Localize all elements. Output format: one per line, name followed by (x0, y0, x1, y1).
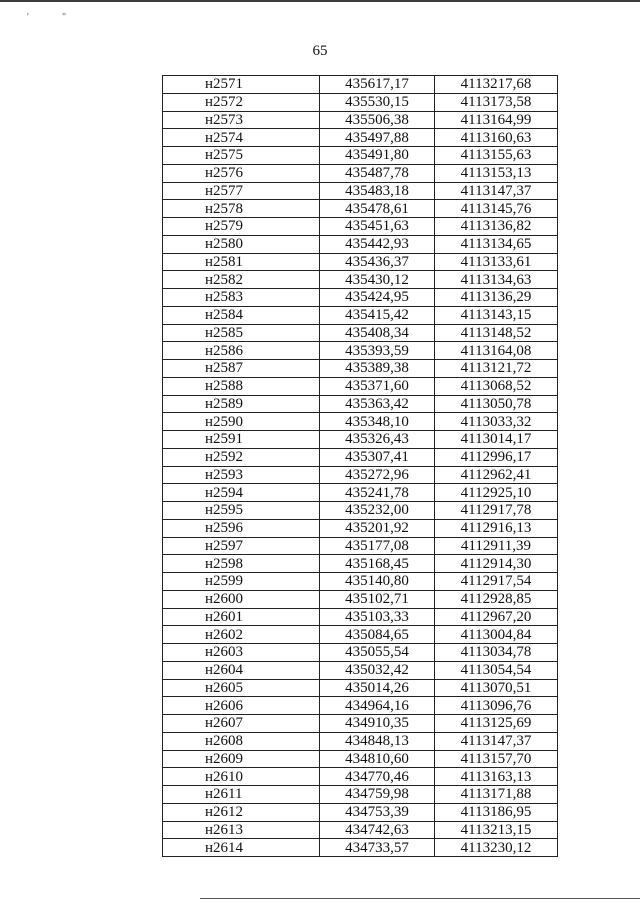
y-coordinate-cell: 4113164,99 (435, 111, 558, 129)
point-id-cell: н2598 (163, 555, 320, 573)
x-coordinate-cell: 435424,95 (320, 289, 435, 307)
point-id-cell: н2581 (163, 253, 320, 271)
table-row (163, 803, 558, 821)
table-row (163, 768, 558, 786)
page-number: 65 (312, 43, 328, 59)
table-row (163, 253, 558, 271)
table-row (163, 377, 558, 395)
point-id-cell: н2584 (163, 306, 320, 324)
y-coordinate-cell: 4113033,32 (435, 413, 558, 431)
x-coordinate-cell: 435103,33 (320, 608, 435, 626)
table-row (163, 342, 558, 360)
x-coordinate-cell: 435241,78 (320, 484, 435, 502)
y-coordinate-cell: 4113148,52 (435, 324, 558, 342)
coordinates-table (162, 75, 558, 857)
y-coordinate-cell: 4112914,30 (435, 555, 558, 573)
y-coordinate-cell: 4112917,78 (435, 502, 558, 520)
y-coordinate-cell: 4113096,76 (435, 697, 558, 715)
y-coordinate-cell: 4113217,68 (435, 76, 558, 94)
point-id-cell: н2614 (163, 839, 320, 857)
point-id-cell: н2587 (163, 360, 320, 378)
y-coordinate-cell: 4113155,63 (435, 147, 558, 165)
x-coordinate-cell: 434910,35 (320, 715, 435, 733)
x-coordinate-cell: 435617,17 (320, 76, 435, 94)
x-coordinate-cell: 435487,78 (320, 164, 435, 182)
point-id-cell: н2577 (163, 182, 320, 200)
point-id-cell: н2596 (163, 519, 320, 537)
point-id-cell: н2611 (163, 786, 320, 804)
scan-mark-left: ' (27, 12, 29, 23)
table-row (163, 93, 558, 111)
coordinates-table-body (163, 76, 558, 857)
y-coordinate-cell: 4112916,13 (435, 519, 558, 537)
x-coordinate-cell: 435348,10 (320, 413, 435, 431)
y-coordinate-cell: 4113014,17 (435, 431, 558, 449)
point-id-cell: н2613 (163, 821, 320, 839)
x-coordinate-cell: 435478,61 (320, 200, 435, 218)
table-row (163, 413, 558, 431)
x-coordinate-cell: 434753,39 (320, 803, 435, 821)
point-id-cell: н2585 (163, 324, 320, 342)
point-id-cell: н2612 (163, 803, 320, 821)
point-id-cell: н2590 (163, 413, 320, 431)
y-coordinate-cell: 4113133,61 (435, 253, 558, 271)
point-id-cell: н2601 (163, 608, 320, 626)
point-id-cell: н2588 (163, 377, 320, 395)
y-coordinate-cell: 4113125,69 (435, 715, 558, 733)
x-coordinate-cell: 435442,93 (320, 235, 435, 253)
y-coordinate-cell: 4113160,63 (435, 129, 558, 147)
point-id-cell: н2595 (163, 502, 320, 520)
table-row (163, 519, 558, 537)
bottom-border-line (200, 898, 640, 899)
x-coordinate-cell: 435102,71 (320, 590, 435, 608)
table-row (163, 839, 558, 857)
x-coordinate-cell: 435307,41 (320, 448, 435, 466)
point-id-cell: н2592 (163, 448, 320, 466)
y-coordinate-cell: 4113147,37 (435, 732, 558, 750)
x-coordinate-cell: 435140,80 (320, 573, 435, 591)
table-row (163, 502, 558, 520)
x-coordinate-cell: 435232,00 (320, 502, 435, 520)
x-coordinate-cell: 435530,15 (320, 93, 435, 111)
table-row (163, 271, 558, 289)
point-id-cell: н2606 (163, 697, 320, 715)
table-row (163, 289, 558, 307)
point-id-cell: н2574 (163, 129, 320, 147)
x-coordinate-cell: 434848,13 (320, 732, 435, 750)
point-id-cell: н2578 (163, 200, 320, 218)
table-row (163, 608, 558, 626)
y-coordinate-cell: 4113136,82 (435, 218, 558, 236)
y-coordinate-cell: 4113145,76 (435, 200, 558, 218)
x-coordinate-cell: 434964,16 (320, 697, 435, 715)
table-row (163, 324, 558, 342)
x-coordinate-cell: 435371,60 (320, 377, 435, 395)
y-coordinate-cell: 4113186,95 (435, 803, 558, 821)
y-coordinate-cell: 4113147,37 (435, 182, 558, 200)
table-row (163, 218, 558, 236)
point-id-cell: н2582 (163, 271, 320, 289)
y-coordinate-cell: 4113136,29 (435, 289, 558, 307)
x-coordinate-cell: 435177,08 (320, 537, 435, 555)
table-row (163, 147, 558, 165)
y-coordinate-cell: 4113070,51 (435, 679, 558, 697)
table-row (163, 235, 558, 253)
x-coordinate-cell: 435363,42 (320, 395, 435, 413)
y-coordinate-cell: 4113068,52 (435, 377, 558, 395)
y-coordinate-cell: 4112967,20 (435, 608, 558, 626)
table-row (163, 448, 558, 466)
table-row (163, 164, 558, 182)
x-coordinate-cell: 435483,18 (320, 182, 435, 200)
table-row (163, 821, 558, 839)
x-coordinate-cell: 435055,54 (320, 644, 435, 662)
point-id-cell: н2603 (163, 644, 320, 662)
point-id-cell: н2593 (163, 466, 320, 484)
y-coordinate-cell: 4113153,13 (435, 164, 558, 182)
table-row (163, 484, 558, 502)
table-row (163, 431, 558, 449)
x-coordinate-cell: 435201,92 (320, 519, 435, 537)
point-id-cell: н2575 (163, 147, 320, 165)
point-id-cell: н2600 (163, 590, 320, 608)
table-row (163, 200, 558, 218)
point-id-cell: н2599 (163, 573, 320, 591)
point-id-cell: н2609 (163, 750, 320, 768)
x-coordinate-cell: 435272,96 (320, 466, 435, 484)
y-coordinate-cell: 4112925,10 (435, 484, 558, 502)
x-coordinate-cell: 435168,45 (320, 555, 435, 573)
point-id-cell: н2589 (163, 395, 320, 413)
x-coordinate-cell: 434759,98 (320, 786, 435, 804)
y-coordinate-cell: 4113054,54 (435, 661, 558, 679)
scan-mark-right: " (62, 12, 67, 23)
x-coordinate-cell: 435326,43 (320, 431, 435, 449)
point-id-cell: н2573 (163, 111, 320, 129)
table-row (163, 182, 558, 200)
point-id-cell: н2602 (163, 626, 320, 644)
y-coordinate-cell: 4113050,78 (435, 395, 558, 413)
x-coordinate-cell: 435415,42 (320, 306, 435, 324)
point-id-cell: н2576 (163, 164, 320, 182)
y-coordinate-cell: 4113164,08 (435, 342, 558, 360)
point-id-cell: н2610 (163, 768, 320, 786)
table-row (163, 466, 558, 484)
table-row (163, 111, 558, 129)
table-row (163, 360, 558, 378)
x-coordinate-cell: 435408,34 (320, 324, 435, 342)
y-coordinate-cell: 4113230,12 (435, 839, 558, 857)
y-coordinate-cell: 4113034,78 (435, 644, 558, 662)
table-row (163, 626, 558, 644)
y-coordinate-cell: 4113171,88 (435, 786, 558, 804)
y-coordinate-cell: 4113157,70 (435, 750, 558, 768)
x-coordinate-cell: 435430,12 (320, 271, 435, 289)
x-coordinate-cell: 434742,63 (320, 821, 435, 839)
x-coordinate-cell: 435491,80 (320, 147, 435, 165)
top-border-line (0, 0, 640, 2)
x-coordinate-cell: 434770,46 (320, 768, 435, 786)
x-coordinate-cell: 434733,57 (320, 839, 435, 857)
point-id-cell: н2572 (163, 93, 320, 111)
table-row (163, 590, 558, 608)
y-coordinate-cell: 4112917,54 (435, 573, 558, 591)
table-row (163, 715, 558, 733)
y-coordinate-cell: 4113173,58 (435, 93, 558, 111)
point-id-cell: н2597 (163, 537, 320, 555)
table-row (163, 679, 558, 697)
y-coordinate-cell: 4112996,17 (435, 448, 558, 466)
point-id-cell: н2608 (163, 732, 320, 750)
x-coordinate-cell: 435393,59 (320, 342, 435, 360)
table-row (163, 306, 558, 324)
point-id-cell: н2580 (163, 235, 320, 253)
y-coordinate-cell: 4113163,13 (435, 768, 558, 786)
y-coordinate-cell: 4113134,63 (435, 271, 558, 289)
x-coordinate-cell: 435497,88 (320, 129, 435, 147)
table-row (163, 573, 558, 591)
table-row (163, 750, 558, 768)
table-row (163, 129, 558, 147)
y-coordinate-cell: 4113213,15 (435, 821, 558, 839)
table-row (163, 644, 558, 662)
x-coordinate-cell: 435014,26 (320, 679, 435, 697)
point-id-cell: н2583 (163, 289, 320, 307)
table-row (163, 395, 558, 413)
point-id-cell: н2594 (163, 484, 320, 502)
point-id-cell: н2605 (163, 679, 320, 697)
table-row (163, 76, 558, 94)
y-coordinate-cell: 4112962,41 (435, 466, 558, 484)
table-row (163, 555, 558, 573)
point-id-cell: н2579 (163, 218, 320, 236)
x-coordinate-cell: 435084,65 (320, 626, 435, 644)
y-coordinate-cell: 4112928,85 (435, 590, 558, 608)
x-coordinate-cell: 435389,38 (320, 360, 435, 378)
y-coordinate-cell: 4113143,15 (435, 306, 558, 324)
point-id-cell: н2586 (163, 342, 320, 360)
x-coordinate-cell: 435032,42 (320, 661, 435, 679)
x-coordinate-cell: 435451,63 (320, 218, 435, 236)
y-coordinate-cell: 4113004,84 (435, 626, 558, 644)
x-coordinate-cell: 435436,37 (320, 253, 435, 271)
point-id-cell: н2604 (163, 661, 320, 679)
table-row (163, 697, 558, 715)
y-coordinate-cell: 4113121,72 (435, 360, 558, 378)
point-id-cell: н2591 (163, 431, 320, 449)
point-id-cell: н2571 (163, 76, 320, 94)
point-id-cell: н2607 (163, 715, 320, 733)
y-coordinate-cell: 4112911,39 (435, 537, 558, 555)
table-row (163, 537, 558, 555)
table-row (163, 732, 558, 750)
y-coordinate-cell: 4113134,65 (435, 235, 558, 253)
x-coordinate-cell: 434810,60 (320, 750, 435, 768)
x-coordinate-cell: 435506,38 (320, 111, 435, 129)
table-row (163, 786, 558, 804)
table-row (163, 661, 558, 679)
